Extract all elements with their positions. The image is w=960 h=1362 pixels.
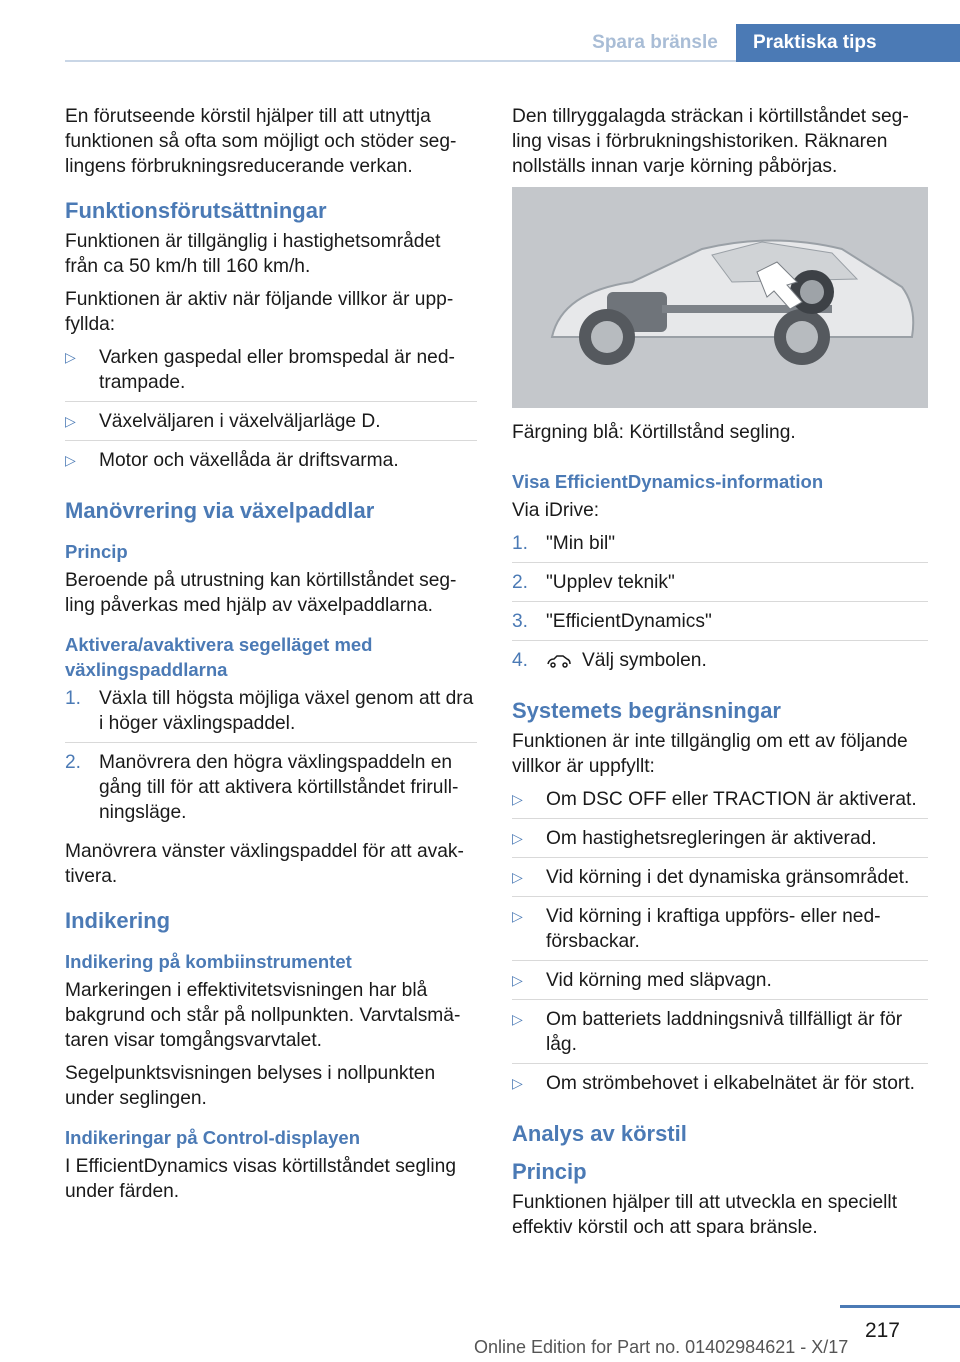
control-paragraph: I EfficientDynamics visas körtillståndet segling under färden. xyxy=(65,1156,457,1202)
heading-combi: Indikering på kombiinstrumentet xyxy=(65,951,352,972)
combi-paragraph-2: Segelpunktsvisningen belyses i nollpunkten under seglingen. xyxy=(65,1063,436,1109)
list-item: ▷ Om DSC OFF eller TRACTION är aktiverat. xyxy=(512,787,928,819)
list-item: 2. "Upplev teknik" xyxy=(512,570,928,602)
list-item: 3. "EfficientDynamics" xyxy=(512,609,928,641)
heading-principle-2: Princip xyxy=(512,1159,587,1184)
list-item: ▷ Växelväljaren i växelväljarläge D. xyxy=(65,409,477,441)
list-item: 1. "Min bil" xyxy=(512,531,928,563)
car-illustration xyxy=(512,187,928,408)
left-column xyxy=(65,104,477,1212)
requirements-conditions: Funktionen är aktiv när följande villkor är upp-fyllda: xyxy=(65,289,454,335)
triangle-bullet-icon: ▷ xyxy=(65,349,76,365)
triangle-bullet-icon: ▷ xyxy=(512,908,523,924)
list-item: ▷ Om hastighetsregleringen är aktiverad. xyxy=(512,826,928,858)
list-item: ▷ Om strömbehovet i elkabelnätet är för stort. xyxy=(512,1073,915,1094)
car-coasting-figure xyxy=(512,187,928,408)
heading-control-display: Indikeringar på Control-displayen xyxy=(65,1127,361,1148)
triangle-bullet-icon: ▷ xyxy=(65,413,76,429)
requirements-range: Funktionen är tillgänglig i hastighetsområdet från ca 50 km/h till 160 km/h. xyxy=(65,231,441,277)
footer-rule xyxy=(840,1305,960,1308)
intro-paragraph: En förutseende körstil hjälper till att utnyttja funktionen så ofta som möjligt och stöder seg-lingens förbrukningsreducerande verkan. xyxy=(65,106,457,177)
limits-list xyxy=(512,787,928,1102)
car-symbol-icon xyxy=(546,654,572,668)
list-item: ▷ Varken gaspedal eller bromspedal är ned-trampade. xyxy=(65,345,477,402)
list-item: ▷ Vid körning i det dynamiska gränsområdet. xyxy=(512,865,928,897)
list-item: 2. Manövrera den högra växlingspaddeln en gång till för att aktivera körtillståndet frirull-ningsläge. xyxy=(65,752,459,823)
principle-paragraph: Beroende på utrustning kan körtillståndet seg-ling påverkas med hjälp av växelpaddlarna. xyxy=(65,570,457,616)
list-item: ▷ Motor och växellåda är driftsvarma. xyxy=(65,450,399,471)
triangle-bullet-icon: ▷ xyxy=(512,869,523,885)
heading-limits: Systemets begränsningar xyxy=(512,698,781,723)
list-item: ▷ Vid körning i kraftiga uppförs- eller ned-försbackar. xyxy=(512,904,928,961)
list-item: 4. Välj symbolen. xyxy=(512,650,707,671)
figure-caption: Färgning blå: Körtillstånd segling. xyxy=(512,422,796,443)
triangle-bullet-icon: ▷ xyxy=(512,1011,523,1027)
triangle-bullet-icon: ▷ xyxy=(65,452,76,468)
triangle-bullet-icon: ▷ xyxy=(512,791,523,807)
show-paragraph: Via iDrive: xyxy=(512,500,600,521)
deactivate-paragraph: Manövrera vänster växlingspaddel för att avak-tivera. xyxy=(65,841,464,887)
intro-paragraph-right: Den tillryggalagda sträckan i körtillståndet seg-ling visas i förbrukningshistoriken. Räknaren nollställs innan varje körning påbörjas. xyxy=(512,106,909,177)
heading-indication: Indikering xyxy=(65,908,171,933)
heading-paddles: Manövrering via växelpaddlar xyxy=(65,498,375,523)
activate-steps xyxy=(65,686,477,831)
limits-paragraph: Funktionen är inte tillgänglig om ett av följande villkor är uppfyllt: xyxy=(512,731,908,777)
analysis-paragraph: Funktionen hjälper till att utveckla en speciellt effektiv körstil och att spara bränsle. xyxy=(512,1192,898,1238)
right-column xyxy=(512,104,928,1248)
edition-note: Online Edition for Part no. 01402984621 - X/17 xyxy=(474,1337,849,1357)
heading-activate: Aktivera/avaktivera segelläget med växlingspaddlarna xyxy=(65,634,373,680)
combi-paragraph-1: Markeringen i effektivitetsvisningen har blå bakgrund och står på nollpunkten. Varvtalsmä-taren visar tomgångsvarvtalet. xyxy=(65,980,461,1051)
header-tab-chapter: Praktiska tips xyxy=(736,24,960,62)
list-item: ▷ Vid körning med släpvagn. xyxy=(512,968,928,1000)
heading-show-info: Visa EfficientDynamics-information xyxy=(512,471,824,492)
heading-requirements: Funktionsförutsättningar xyxy=(65,198,327,223)
list-item: ▷ Om batteriets laddningsnivå tillfälligt är för låg. xyxy=(512,1007,928,1064)
heading-principle: Princip xyxy=(65,541,128,562)
heading-analysis: Analys av körstil xyxy=(512,1121,687,1146)
triangle-bullet-icon: ▷ xyxy=(512,972,523,988)
triangle-bullet-icon: ▷ xyxy=(512,830,523,846)
triangle-bullet-icon: ▷ xyxy=(512,1075,523,1091)
show-steps xyxy=(512,531,928,679)
page-number: 217 xyxy=(864,1319,900,1342)
header-tab-section: Spara bränsle xyxy=(592,32,718,53)
list-item: 1. Växla till högsta möjliga växel genom att dra i höger växlingspaddel. xyxy=(65,686,477,743)
requirements-list xyxy=(65,345,477,479)
